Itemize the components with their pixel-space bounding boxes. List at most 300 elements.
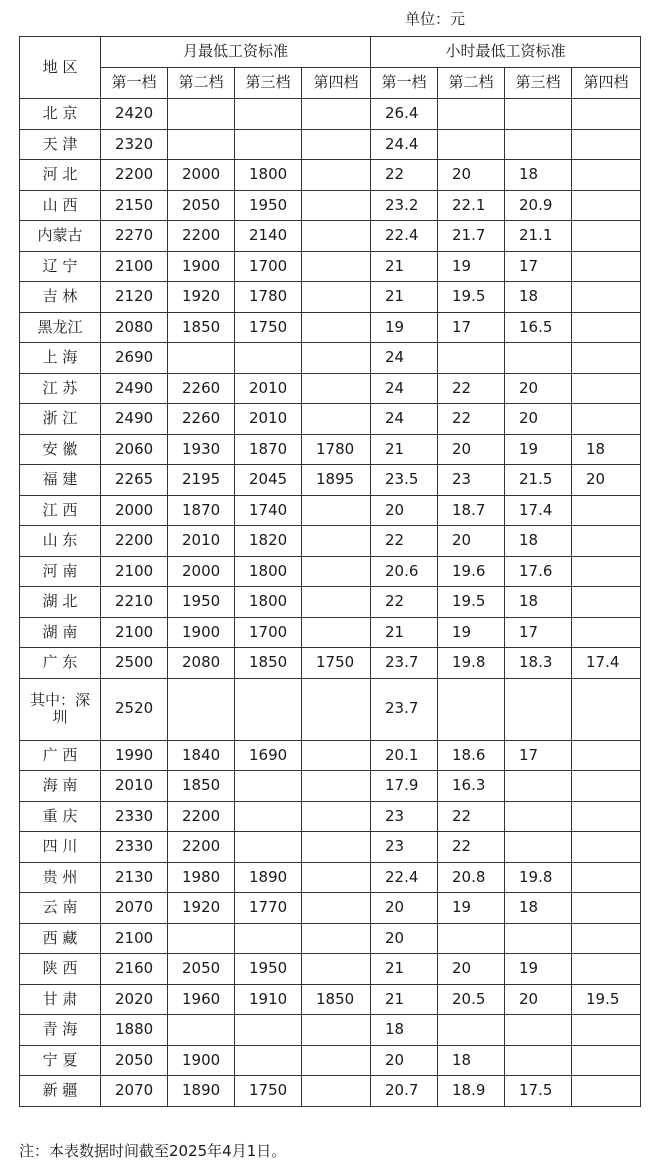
monthly-value-cell	[168, 1015, 235, 1046]
hourly-value-cell: 20	[371, 1045, 438, 1076]
monthly-value-cell: 2195	[168, 465, 235, 496]
region-cell: 宁 夏	[20, 1045, 101, 1076]
minimum-wage-table	[19, 36, 641, 1107]
monthly-value-cell: 2200	[168, 801, 235, 832]
table-row	[20, 282, 641, 313]
hourly-value-cell: 19.6	[438, 556, 505, 587]
monthly-value-cell: 2150	[101, 190, 168, 221]
monthly-value-cell: 2100	[101, 617, 168, 648]
table-row	[20, 312, 641, 343]
hourly-value-cell: 21.1	[505, 221, 572, 252]
hourly-value-cell: 22	[371, 160, 438, 191]
table-row	[20, 495, 641, 526]
hourly-value-cell: 22.4	[371, 862, 438, 893]
hourly-value-cell: 23	[371, 801, 438, 832]
hourly-value-cell: 17	[505, 617, 572, 648]
table-row	[20, 678, 641, 740]
region-cell: 内蒙古	[20, 221, 101, 252]
hourly-value-cell: 20	[438, 160, 505, 191]
table-row	[20, 465, 641, 496]
table-row	[20, 862, 641, 893]
hourly-value-cell: 24	[371, 343, 438, 374]
monthly-value-cell	[235, 678, 302, 740]
monthly-value-cell: 2080	[101, 312, 168, 343]
monthly-value-cell	[302, 617, 371, 648]
hourly-value-cell	[572, 99, 641, 130]
hourly-value-cell	[572, 373, 641, 404]
hourly-value-cell: 21	[371, 984, 438, 1015]
footnote: 注：本表数据时间截至2025年4月1日。	[19, 1142, 287, 1160]
monthly-value-cell: 1850	[168, 771, 235, 802]
monthly-value-cell	[235, 129, 302, 160]
hourly-value-cell	[438, 129, 505, 160]
monthly-value-cell	[235, 832, 302, 863]
monthly-value-cell	[302, 129, 371, 160]
monthly-value-cell: 1800	[235, 556, 302, 587]
hourly-value-cell: 20.5	[438, 984, 505, 1015]
hourly-value-cell	[572, 923, 641, 954]
monthly-value-cell: 2045	[235, 465, 302, 496]
hourly-value-cell: 18	[572, 434, 641, 465]
monthly-tier-header: 第三档	[235, 68, 302, 99]
hourly-value-cell: 20.9	[505, 190, 572, 221]
monthly-value-cell: 1740	[235, 495, 302, 526]
monthly-value-cell: 2050	[101, 1045, 168, 1076]
monthly-value-cell: 2010	[235, 404, 302, 435]
monthly-value-cell: 2100	[101, 923, 168, 954]
hourly-value-cell: 21	[371, 617, 438, 648]
hourly-value-cell	[572, 404, 641, 435]
hourly-value-cell: 21	[371, 954, 438, 985]
monthly-value-cell	[302, 740, 371, 771]
hourly-value-cell	[438, 343, 505, 374]
monthly-tier-header: 第一档	[101, 68, 168, 99]
hourly-value-cell: 18.6	[438, 740, 505, 771]
monthly-value-cell: 1890	[235, 862, 302, 893]
hourly-value-cell: 18.7	[438, 495, 505, 526]
monthly-value-cell: 1800	[235, 160, 302, 191]
hourly-value-cell: 17.9	[371, 771, 438, 802]
hourly-value-cell: 17.6	[505, 556, 572, 587]
monthly-value-cell	[235, 923, 302, 954]
monthly-value-cell	[302, 221, 371, 252]
hourly-value-cell	[572, 556, 641, 587]
region-cell: 海 南	[20, 771, 101, 802]
monthly-value-cell: 1920	[168, 893, 235, 924]
monthly-value-cell: 2140	[235, 221, 302, 252]
hourly-value-cell: 17	[438, 312, 505, 343]
hourly-value-cell: 16.5	[505, 312, 572, 343]
monthly-value-cell: 2500	[101, 648, 168, 679]
monthly-value-cell	[302, 312, 371, 343]
region-cell: 辽 宁	[20, 251, 101, 282]
region-cell: 吉 林	[20, 282, 101, 313]
monthly-value-cell	[302, 526, 371, 557]
hourly-value-cell: 19.8	[505, 862, 572, 893]
hourly-value-cell: 20	[371, 495, 438, 526]
hourly-value-cell: 18	[505, 893, 572, 924]
hourly-value-cell: 19.8	[438, 648, 505, 679]
table-row	[20, 801, 641, 832]
hourly-value-cell: 17.4	[572, 648, 641, 679]
hourly-value-cell: 23.2	[371, 190, 438, 221]
region-cell: 福 建	[20, 465, 101, 496]
monthly-value-cell: 1700	[235, 617, 302, 648]
hourly-tier-header: 第四档	[572, 68, 641, 99]
hourly-tier-header: 第二档	[438, 68, 505, 99]
hourly-value-cell	[505, 343, 572, 374]
table-row	[20, 954, 641, 985]
hourly-value-cell: 20	[505, 404, 572, 435]
monthly-value-cell: 2200	[101, 160, 168, 191]
region-cell: 浙 江	[20, 404, 101, 435]
monthly-tier-header: 第二档	[168, 68, 235, 99]
table-row	[20, 1015, 641, 1046]
region-cell: 贵 州	[20, 862, 101, 893]
hourly-value-cell: 19	[438, 893, 505, 924]
monthly-value-cell: 2265	[101, 465, 168, 496]
monthly-value-cell	[302, 282, 371, 313]
hourly-value-cell	[572, 740, 641, 771]
monthly-value-cell: 2100	[101, 251, 168, 282]
hourly-value-cell: 20.6	[371, 556, 438, 587]
monthly-value-cell	[302, 160, 371, 191]
monthly-value-cell: 2160	[101, 954, 168, 985]
monthly-value-cell: 1780	[302, 434, 371, 465]
hourly-value-cell: 18	[505, 160, 572, 191]
monthly-value-cell: 1900	[168, 617, 235, 648]
table-row	[20, 984, 641, 1015]
hourly-value-cell: 18	[438, 1045, 505, 1076]
hourly-value-cell: 19	[438, 251, 505, 282]
monthly-value-cell: 1750	[235, 1076, 302, 1107]
hourly-value-cell: 20	[505, 984, 572, 1015]
monthly-value-cell	[302, 771, 371, 802]
hourly-value-cell: 20	[438, 434, 505, 465]
monthly-value-cell: 2260	[168, 404, 235, 435]
monthly-value-cell	[302, 923, 371, 954]
region-cell: 河 南	[20, 556, 101, 587]
monthly-tier-header: 第四档	[302, 68, 371, 99]
hourly-value-cell: 20	[371, 923, 438, 954]
monthly-value-cell: 1690	[235, 740, 302, 771]
monthly-value-cell	[302, 99, 371, 130]
region-cell: 青 海	[20, 1015, 101, 1046]
hourly-value-cell: 17	[505, 740, 572, 771]
hourly-value-cell	[438, 99, 505, 130]
monthly-value-cell	[302, 1076, 371, 1107]
hourly-value-cell	[505, 1015, 572, 1046]
monthly-value-cell: 1950	[168, 587, 235, 618]
hourly-value-cell	[505, 923, 572, 954]
monthly-value-cell: 2200	[168, 221, 235, 252]
monthly-value-cell: 2330	[101, 801, 168, 832]
monthly-value-cell	[235, 1045, 302, 1076]
hourly-value-cell: 19	[371, 312, 438, 343]
monthly-value-cell: 1770	[235, 893, 302, 924]
monthly-value-cell: 1920	[168, 282, 235, 313]
hourly-value-cell: 20.7	[371, 1076, 438, 1107]
monthly-value-cell	[302, 190, 371, 221]
hourly-value-cell	[438, 1015, 505, 1046]
hourly-value-cell: 21	[371, 434, 438, 465]
monthly-value-cell	[302, 801, 371, 832]
region-cell: 黑龙江	[20, 312, 101, 343]
hourly-tier-header: 第三档	[505, 68, 572, 99]
hourly-value-cell: 23	[438, 465, 505, 496]
monthly-value-cell	[302, 862, 371, 893]
monthly-value-cell: 1950	[235, 190, 302, 221]
table-row	[20, 771, 641, 802]
monthly-value-cell: 2060	[101, 434, 168, 465]
hourly-value-cell: 20.1	[371, 740, 438, 771]
monthly-value-cell: 2320	[101, 129, 168, 160]
monthly-value-cell: 1870	[168, 495, 235, 526]
region-cell: 北 京	[20, 99, 101, 130]
hourly-value-cell: 19.5	[438, 587, 505, 618]
hourly-value-cell: 18	[505, 587, 572, 618]
hourly-value-cell	[505, 678, 572, 740]
table-row	[20, 251, 641, 282]
hourly-value-cell: 19	[505, 434, 572, 465]
table-row	[20, 373, 641, 404]
hourly-value-cell	[572, 221, 641, 252]
monthly-value-cell: 2000	[168, 556, 235, 587]
hourly-value-cell	[572, 678, 641, 740]
table-row	[20, 190, 641, 221]
hourly-value-cell: 17	[505, 251, 572, 282]
monthly-value-cell: 1850	[168, 312, 235, 343]
hourly-value-cell: 20	[572, 465, 641, 496]
unit-label: 单位：元	[405, 10, 466, 28]
hourly-value-cell: 24	[371, 373, 438, 404]
hourly-value-cell: 22	[438, 373, 505, 404]
hourly-value-cell	[572, 251, 641, 282]
region-cell: 四 川	[20, 832, 101, 863]
table-row	[20, 129, 641, 160]
region-cell: 甘 肃	[20, 984, 101, 1015]
header-hourly: 小时最低工资标准	[371, 37, 641, 68]
monthly-value-cell	[302, 556, 371, 587]
hourly-value-cell	[572, 832, 641, 863]
region-cell: 上 海	[20, 343, 101, 374]
region-cell: 新 疆	[20, 1076, 101, 1107]
hourly-value-cell: 18	[505, 282, 572, 313]
monthly-value-cell: 1880	[101, 1015, 168, 1046]
table-row	[20, 1045, 641, 1076]
monthly-value-cell	[302, 373, 371, 404]
monthly-value-cell: 2200	[168, 832, 235, 863]
table-row	[20, 1076, 641, 1107]
monthly-value-cell: 2520	[101, 678, 168, 740]
monthly-value-cell	[302, 678, 371, 740]
monthly-value-cell	[302, 404, 371, 435]
monthly-value-cell: 1930	[168, 434, 235, 465]
monthly-value-cell: 2200	[101, 526, 168, 557]
hourly-value-cell	[572, 343, 641, 374]
monthly-value-cell: 1870	[235, 434, 302, 465]
hourly-value-cell: 19.5	[572, 984, 641, 1015]
monthly-value-cell: 2000	[168, 160, 235, 191]
hourly-value-cell: 21	[371, 282, 438, 313]
hourly-value-cell	[572, 893, 641, 924]
region-cell: 山 东	[20, 526, 101, 557]
monthly-value-cell: 2120	[101, 282, 168, 313]
hourly-value-cell	[572, 160, 641, 191]
monthly-value-cell: 2100	[101, 556, 168, 587]
monthly-value-cell	[302, 954, 371, 985]
table-row	[20, 740, 641, 771]
hourly-value-cell: 22	[438, 404, 505, 435]
region-cell: 天 津	[20, 129, 101, 160]
hourly-value-cell	[505, 832, 572, 863]
region-cell: 陕 西	[20, 954, 101, 985]
hourly-value-cell: 23.7	[371, 648, 438, 679]
table-row	[20, 617, 641, 648]
region-cell: 湖 南	[20, 617, 101, 648]
region-cell: 重 庆	[20, 801, 101, 832]
hourly-value-cell: 23.7	[371, 678, 438, 740]
region-cell: 云 南	[20, 893, 101, 924]
monthly-value-cell: 1840	[168, 740, 235, 771]
monthly-value-cell	[302, 251, 371, 282]
hourly-value-cell	[572, 1045, 641, 1076]
monthly-value-cell	[302, 495, 371, 526]
monthly-value-cell: 1980	[168, 862, 235, 893]
hourly-value-cell	[505, 1045, 572, 1076]
hourly-value-cell	[572, 312, 641, 343]
monthly-value-cell: 2270	[101, 221, 168, 252]
hourly-value-cell: 20	[371, 893, 438, 924]
hourly-tier-header: 第一档	[371, 68, 438, 99]
hourly-value-cell: 20.8	[438, 862, 505, 893]
hourly-value-cell: 22	[438, 801, 505, 832]
hourly-value-cell	[505, 129, 572, 160]
monthly-value-cell	[235, 801, 302, 832]
monthly-value-cell: 1800	[235, 587, 302, 618]
hourly-value-cell: 20	[505, 373, 572, 404]
monthly-value-cell	[235, 99, 302, 130]
monthly-value-cell: 1780	[235, 282, 302, 313]
region-cell: 西 藏	[20, 923, 101, 954]
hourly-value-cell: 22.1	[438, 190, 505, 221]
region-cell: 江 西	[20, 495, 101, 526]
monthly-value-cell: 2070	[101, 893, 168, 924]
monthly-value-cell	[302, 832, 371, 863]
monthly-value-cell	[302, 893, 371, 924]
monthly-value-cell: 1890	[168, 1076, 235, 1107]
hourly-value-cell: 17.5	[505, 1076, 572, 1107]
monthly-value-cell: 2020	[101, 984, 168, 1015]
region-cell: 河 北	[20, 160, 101, 191]
table-row	[20, 99, 641, 130]
hourly-value-cell	[505, 99, 572, 130]
hourly-value-cell	[572, 954, 641, 985]
region-cell: 山 西	[20, 190, 101, 221]
monthly-value-cell: 2690	[101, 343, 168, 374]
hourly-value-cell: 23.5	[371, 465, 438, 496]
monthly-value-cell	[168, 99, 235, 130]
monthly-value-cell: 1950	[235, 954, 302, 985]
hourly-value-cell: 18	[371, 1015, 438, 1046]
table-row	[20, 648, 641, 679]
hourly-value-cell: 22.4	[371, 221, 438, 252]
header-region: 地 区	[20, 37, 101, 99]
hourly-value-cell: 18	[505, 526, 572, 557]
hourly-value-cell: 18.3	[505, 648, 572, 679]
region-cell: 安 徽	[20, 434, 101, 465]
region-cell: 广 东	[20, 648, 101, 679]
hourly-value-cell	[505, 771, 572, 802]
monthly-value-cell: 1960	[168, 984, 235, 1015]
monthly-value-cell: 2260	[168, 373, 235, 404]
monthly-value-cell: 1850	[235, 648, 302, 679]
monthly-value-cell: 2490	[101, 404, 168, 435]
hourly-value-cell: 16.3	[438, 771, 505, 802]
table-row	[20, 923, 641, 954]
monthly-value-cell	[302, 343, 371, 374]
monthly-value-cell	[235, 1015, 302, 1046]
hourly-value-cell: 23	[371, 832, 438, 863]
hourly-value-cell	[572, 526, 641, 557]
monthly-value-cell: 2330	[101, 832, 168, 863]
hourly-value-cell	[572, 1015, 641, 1046]
hourly-value-cell: 17.4	[505, 495, 572, 526]
hourly-value-cell	[572, 282, 641, 313]
monthly-value-cell	[168, 343, 235, 374]
monthly-value-cell: 2050	[168, 190, 235, 221]
monthly-value-cell: 2130	[101, 862, 168, 893]
region-cell: 其中：深圳	[20, 678, 101, 740]
table-row	[20, 893, 641, 924]
monthly-value-cell	[235, 771, 302, 802]
table-row	[20, 434, 641, 465]
monthly-value-cell: 2010	[235, 373, 302, 404]
monthly-value-cell: 2070	[101, 1076, 168, 1107]
monthly-value-cell	[302, 1015, 371, 1046]
hourly-value-cell	[572, 190, 641, 221]
hourly-value-cell	[438, 678, 505, 740]
hourly-value-cell: 21.7	[438, 221, 505, 252]
table-row	[20, 221, 641, 252]
monthly-value-cell	[302, 587, 371, 618]
monthly-value-cell: 2000	[101, 495, 168, 526]
hourly-value-cell: 20	[438, 954, 505, 985]
table-row	[20, 343, 641, 374]
region-cell: 湖 北	[20, 587, 101, 618]
monthly-value-cell	[302, 1045, 371, 1076]
table-row	[20, 587, 641, 618]
hourly-value-cell	[572, 495, 641, 526]
monthly-value-cell: 1910	[235, 984, 302, 1015]
hourly-value-cell	[438, 923, 505, 954]
hourly-value-cell: 24.4	[371, 129, 438, 160]
monthly-value-cell: 2420	[101, 99, 168, 130]
monthly-value-cell: 2490	[101, 373, 168, 404]
hourly-value-cell: 22	[371, 526, 438, 557]
monthly-value-cell: 1750	[235, 312, 302, 343]
monthly-value-cell: 2080	[168, 648, 235, 679]
hourly-value-cell	[572, 801, 641, 832]
monthly-value-cell: 1900	[168, 251, 235, 282]
header-monthly: 月最低工资标准	[101, 37, 371, 68]
hourly-value-cell: 22	[438, 832, 505, 863]
table-row	[20, 160, 641, 191]
hourly-value-cell: 18.9	[438, 1076, 505, 1107]
hourly-value-cell: 21.5	[505, 465, 572, 496]
monthly-value-cell: 2010	[168, 526, 235, 557]
hourly-value-cell	[505, 801, 572, 832]
